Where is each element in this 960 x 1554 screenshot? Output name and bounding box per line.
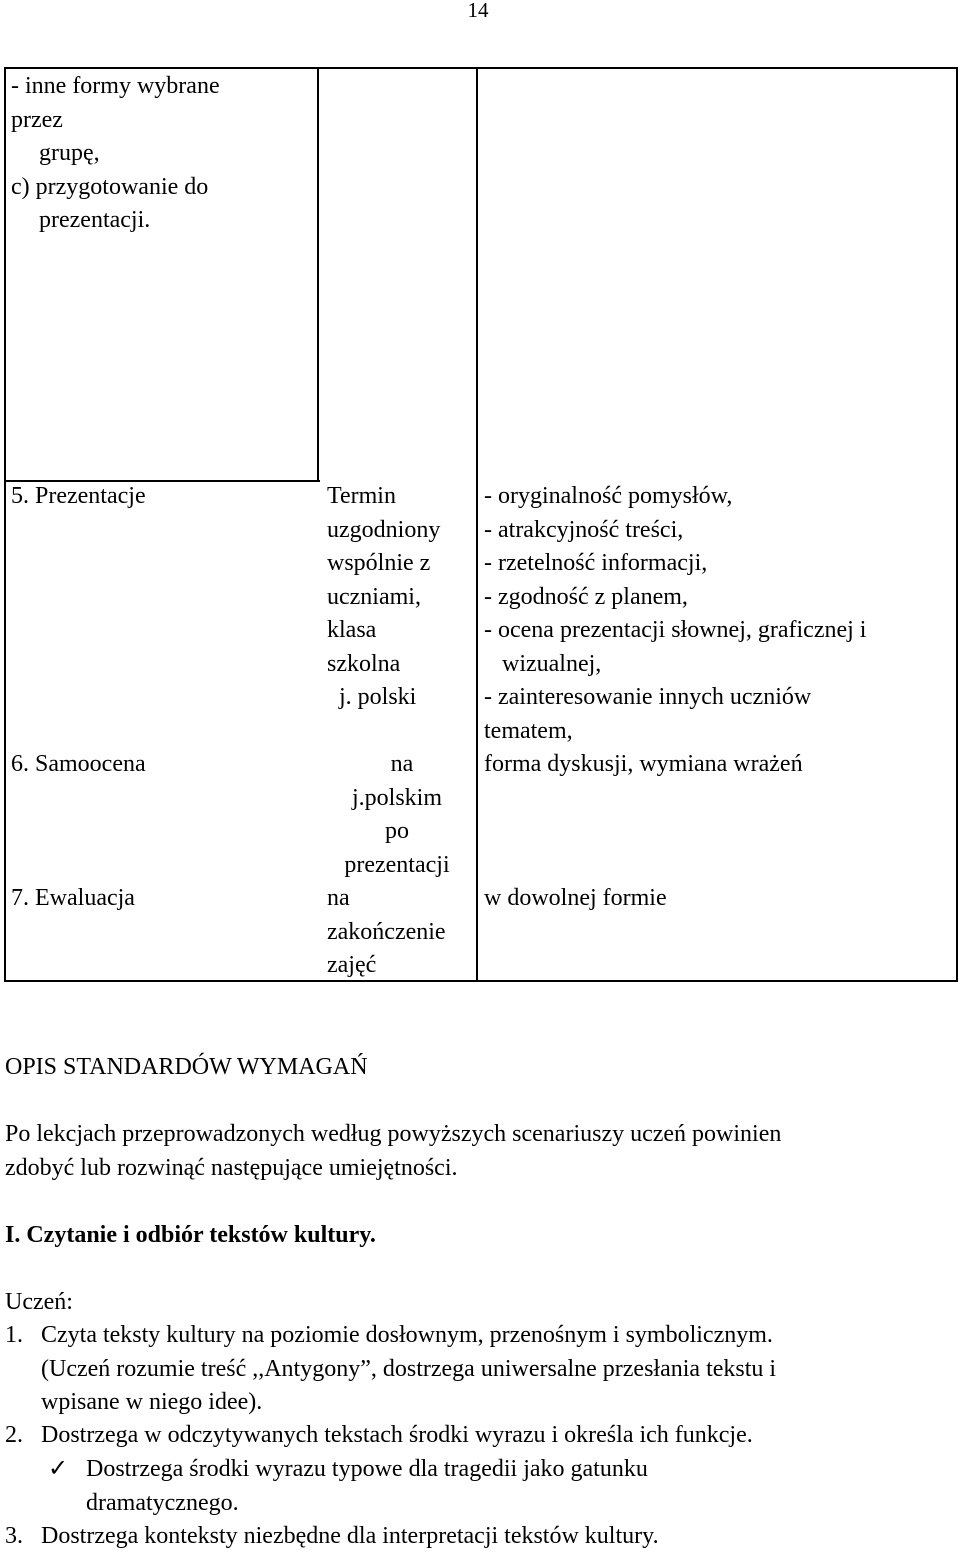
list-item-text: wpisane w niego idee).	[41, 1389, 263, 1415]
list-item-number: 2.	[5, 1422, 23, 1448]
when-evaluation	[327, 882, 446, 983]
top-cell-line: c) przygotowanie do	[11, 173, 209, 200]
criteria-presentations	[484, 480, 866, 748]
check-mark-icon: ✓	[48, 1456, 69, 1482]
intro-paragraph	[5, 1118, 781, 1185]
top-cell-line: prezentacji.	[39, 207, 151, 233]
top-cell-line: - inne formy wybrane	[11, 73, 220, 99]
criteria-line: - atrakcyjność treści,	[484, 516, 684, 543]
list-item-text: Dostrzega środki wyrazu typowe dla tragedii jako gatunku	[86, 1456, 648, 1482]
list-item-text: Dostrzega w odczytywanych tekstach środki wyrazu i określa ich funkcje.	[41, 1422, 753, 1448]
criteria-line: - zgodność z planem,	[484, 583, 688, 610]
table-col-divider-2	[476, 67, 478, 982]
criteria-evaluation: w dowolnej formie	[484, 885, 667, 911]
stage-self-assessment: 6. Samoocena	[11, 751, 146, 777]
criteria-line: - ocena prezentacji słownej, graficznej i	[484, 617, 867, 643]
list-item-text: (Uczeń rozumie treść ,,Antygony”, dostrzega uniwersalne przesłania tekstu i	[41, 1355, 777, 1382]
student-label: Uczeń:	[5, 1289, 73, 1315]
when-line: po	[385, 818, 409, 844]
when-line: szkolna	[327, 650, 401, 677]
list-item-text: dramatycznego.	[86, 1489, 239, 1516]
criteria-line: - oryginalność pomysłów,	[484, 483, 733, 509]
when-self-assessment	[327, 748, 467, 882]
when-line: klasa	[327, 617, 377, 643]
when-line: Termin	[327, 483, 396, 509]
page-number: 14	[467, 0, 489, 22]
when-line: j.polskim	[351, 784, 442, 811]
criteria-line: - rzetelność informacji,	[484, 550, 708, 576]
criteria-self-assessment: forma dyskusji, wymiana wrażeń	[484, 751, 803, 777]
criteria-line: tematem,	[484, 717, 573, 744]
list-item-text: Czyta teksty kultury na poziomie dosłownym, przenośnym i symbolicznym.	[41, 1322, 773, 1348]
when-line: wspólnie z	[327, 550, 431, 576]
table-col-divider-1	[317, 67, 319, 482]
criteria-line: wizualnej,	[502, 650, 602, 677]
top-cell-text	[11, 70, 220, 238]
when-line: na	[327, 885, 350, 911]
section-heading: I. Czytanie i odbiór tekstów kultury.	[5, 1222, 376, 1248]
when-line: na	[390, 751, 414, 777]
list-item-text: Dostrzega konteksty niezbędne dla interpretacji tekstów kultury.	[41, 1523, 659, 1549]
check-list-item	[40, 1453, 648, 1520]
when-line: uczniami,	[327, 583, 421, 610]
table-right-border	[956, 67, 958, 982]
list-item-number: 3.	[5, 1523, 23, 1549]
table-top-border	[4, 67, 958, 69]
criteria-line: - zainteresowanie innych uczniów	[484, 684, 812, 710]
when-line: zajęć	[327, 952, 377, 978]
table-bottom-border	[4, 980, 958, 982]
table-left-border	[4, 67, 6, 982]
intro-line: zdobyć lub rozwinąć następujące umiejętności.	[5, 1154, 458, 1181]
when-line: j. polski	[339, 684, 417, 710]
when-line: zakończenie	[327, 918, 446, 945]
stage-presentations: 5. Prezentacje	[11, 483, 146, 509]
when-line: uzgodniony	[327, 516, 441, 543]
top-cell-line: grupę,	[39, 140, 100, 166]
list-item	[5, 1419, 753, 1453]
when-line: prezentacji	[344, 851, 450, 878]
intro-line: Po lekcjach przeprowadzonych według powyższych scenariuszy uczeń powinien	[5, 1121, 782, 1147]
list-item	[5, 1319, 776, 1420]
list-item-number: 1.	[5, 1322, 23, 1348]
top-cell-line: przez	[11, 106, 63, 133]
section-title: OPIS STANDARDÓW WYMAGAŃ	[5, 1054, 368, 1080]
when-presentations	[327, 480, 440, 715]
list-item	[5, 1520, 659, 1554]
stage-evaluation: 7. Ewaluacja	[11, 885, 135, 911]
